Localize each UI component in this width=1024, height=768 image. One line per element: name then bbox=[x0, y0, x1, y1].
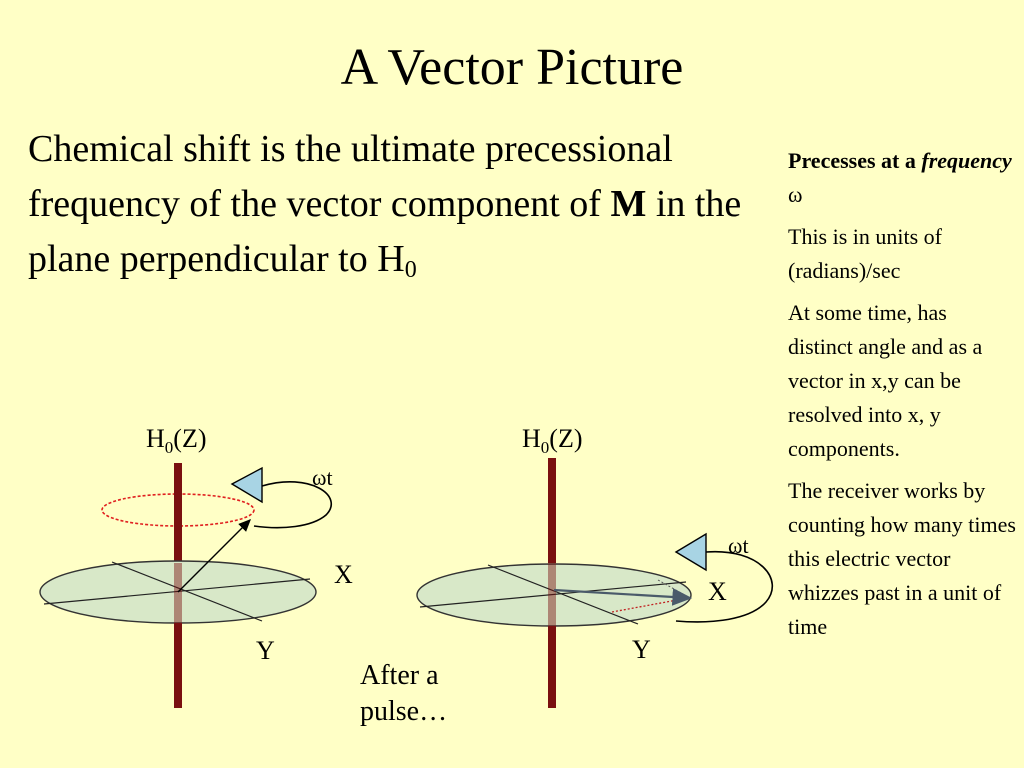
left-x-label: X bbox=[334, 560, 353, 589]
left-axis-rod-upper bbox=[174, 463, 182, 563]
right-diagram bbox=[417, 424, 772, 708]
side-note-frequency-italic: frequency bbox=[921, 148, 1012, 173]
side-note-units: This is in units of (radians)/sec bbox=[788, 224, 943, 283]
side-note-precesses-bold: Precesses at a bbox=[788, 148, 922, 173]
left-axis-label: $H_0(Z)$ bbox=[146, 424, 207, 457]
left-axis-rod-in-disc bbox=[174, 563, 182, 623]
left-diagram bbox=[40, 424, 353, 708]
right-axis-rod-lower bbox=[548, 626, 556, 708]
right-x-label: X bbox=[708, 577, 727, 606]
right-y-label: Y bbox=[632, 635, 651, 664]
side-note-angle: At some time, has distinct angle and as a vector in x,y can be resolved into x, y components. bbox=[788, 300, 983, 461]
right-rotation-arrowhead bbox=[676, 534, 706, 570]
right-axis-rod-upper bbox=[548, 458, 556, 563]
main-text-subscript: 0 bbox=[404, 257, 417, 283]
right-axis-label: $H_0(Z)$ bbox=[522, 424, 583, 457]
after-pulse-text: After a pulse… bbox=[360, 660, 448, 727]
main-text-part2: in the plane perpendicular to H bbox=[28, 183, 742, 280]
side-note-receiver: The receiver works by counting how many times this electric vector whizzes past in a unit of time bbox=[788, 478, 1016, 639]
left-rotation-arrowhead bbox=[232, 468, 262, 502]
left-axis-rod-lower bbox=[174, 623, 182, 708]
left-y-label: Y bbox=[256, 636, 275, 665]
after-pulse-caption bbox=[360, 658, 470, 730]
left-omega-t-label: ωt bbox=[312, 465, 333, 490]
right-axis-rod-in-disc bbox=[548, 563, 556, 626]
main-text-part1: Chemical shift is the ultimate precessional frequency of the vector component of bbox=[28, 128, 673, 225]
slide-title: A Vector Picture bbox=[340, 39, 684, 96]
right-omega-t-label: ωt bbox=[728, 533, 749, 558]
main-text-m-bold: M bbox=[610, 183, 647, 225]
side-note-omega: ω bbox=[788, 182, 803, 207]
